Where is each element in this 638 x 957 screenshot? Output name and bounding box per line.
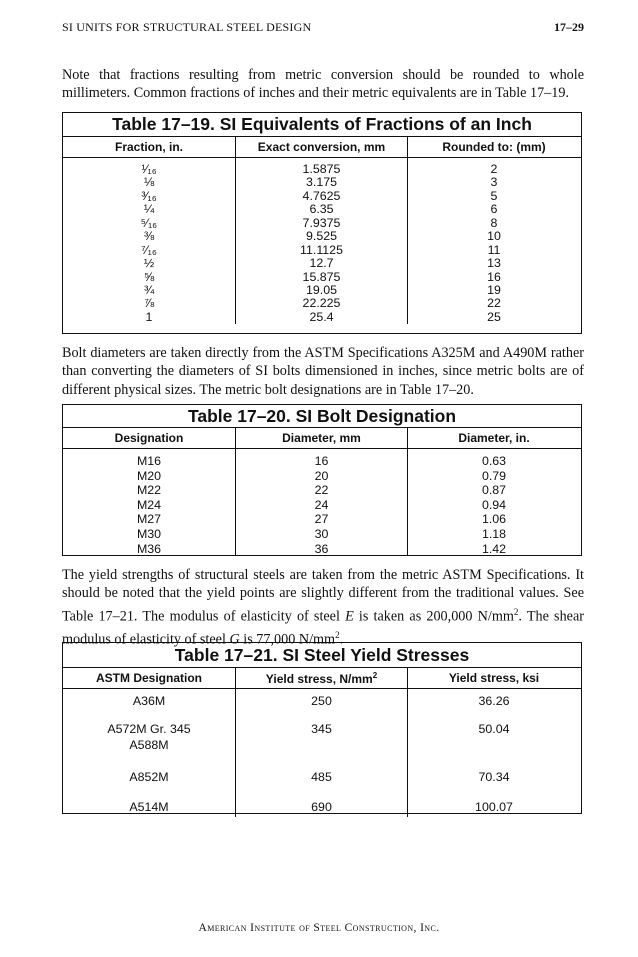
page-number: 17–29	[554, 20, 584, 34]
table-cell: 1.5875	[302, 162, 341, 176]
table-body	[63, 158, 581, 324]
table-cell: 9.525	[305, 229, 337, 244]
table-cell: ¾	[143, 282, 155, 297]
diameter-in-column	[407, 449, 580, 556]
table-cell: 0.94	[481, 497, 507, 512]
table-row	[63, 791, 581, 817]
table-cell: 11.1125	[300, 242, 343, 257]
table-cell: M22	[136, 483, 162, 498]
table-header-row	[63, 137, 581, 158]
table-17-20	[62, 404, 582, 556]
page-footer	[0, 922, 638, 934]
table-cell: 16	[314, 454, 329, 468]
table-cell: 1.18	[481, 526, 507, 541]
table-cell: 22	[487, 296, 501, 311]
table-cell: 70.34	[407, 763, 580, 791]
designation-column	[63, 449, 235, 556]
table-cell: M30	[136, 526, 162, 541]
table-cell: M24	[136, 497, 162, 512]
table-cell: 690	[235, 791, 407, 817]
paragraph-bolt-diameters: Bolt diameters are taken directly from the ASTM Specifications A325M and A490M rather than converting the diameters of SI bolts dimensioned in inches, since metric bolts are of different physical sizes. The metric bolt designations are in Table 17–20.	[62, 345, 584, 398]
table-cell: ¼	[143, 202, 155, 217]
table-cell: 50.04	[407, 721, 580, 763]
table-cell: 7.9375	[302, 215, 341, 230]
rounded-column	[407, 158, 580, 324]
table-cell: A514M	[129, 800, 169, 814]
table-cell: M20	[136, 468, 162, 483]
table-cell: 6	[490, 202, 498, 217]
running-header	[62, 20, 584, 40]
footer-text: American Institute of Steel Construction, Inc.	[198, 922, 440, 934]
text-run: is 77,000 N/mm	[239, 631, 336, 648]
table-cell: 30	[314, 526, 329, 541]
designation-text: A572M Gr. 345	[107, 722, 191, 736]
table-cell: 22	[314, 483, 329, 498]
table-cell: 13	[487, 256, 501, 271]
table-cell: 19.05	[305, 282, 337, 297]
table-cell	[63, 721, 235, 763]
table-cell: 1.42	[481, 541, 507, 556]
table-row	[63, 763, 581, 791]
table-cell: 250	[235, 689, 407, 721]
paragraph-yield-strengths	[62, 566, 584, 649]
text-run: .	[339, 631, 344, 648]
table-cell: ⁷⁄₁₆	[141, 242, 157, 257]
table-cell: 12.7	[309, 256, 334, 271]
table-cell: 100.07	[407, 791, 580, 817]
table-cell: ⁵⁄₁₆	[140, 215, 158, 230]
table-cell: 36.26	[407, 689, 580, 721]
symbol-E: E	[345, 608, 354, 625]
column-header: Designation	[114, 431, 184, 445]
table-cell: 1	[145, 309, 153, 324]
table-cell: ½	[143, 256, 155, 271]
fraction-column	[63, 158, 235, 324]
table-cell: ⅛	[143, 175, 155, 190]
superscript: 2	[335, 629, 340, 640]
table-cell: 36	[314, 541, 329, 556]
table-cell: M36	[136, 541, 162, 556]
table-cell: 27	[314, 512, 329, 527]
column-header: Fraction, in.	[114, 140, 183, 154]
table-body	[63, 449, 581, 556]
table-17-21	[62, 642, 582, 814]
table-cell: 16	[487, 269, 501, 284]
table-cell: 8	[490, 215, 498, 230]
column-header: Exact conversion, mm	[235, 137, 407, 157]
table-title: Table 17–20. SI Bolt Designation	[63, 405, 581, 428]
table-cell: 0.87	[481, 483, 507, 498]
diameter-mm-column	[235, 449, 407, 556]
table-cell: 485	[235, 763, 407, 791]
column-header: Yield stress, ksi	[407, 668, 580, 688]
table-cell: 0.63	[481, 454, 507, 468]
table-cell: 3	[490, 175, 498, 190]
table-cell: M16	[136, 454, 162, 468]
superscript: 2	[513, 606, 519, 617]
table-cell: 6.35	[309, 202, 334, 217]
table-row	[63, 689, 581, 721]
table-cell: 4.7625	[302, 188, 341, 203]
table-cell: ³⁄₁₆	[141, 188, 157, 203]
table-cell: 5	[490, 188, 498, 203]
symbol-G: G	[229, 631, 240, 648]
table-cell: 24	[314, 497, 329, 512]
column-header: Diameter, in.	[407, 428, 580, 448]
table-title: Table 17–21. SI Steel Yield Stresses	[63, 643, 581, 668]
table-cell: 11	[487, 242, 501, 257]
superscript: 2	[372, 671, 378, 680]
table-cell: ¹⁄₁₆	[141, 162, 157, 176]
column-header-text: Yield stress, N/mm	[265, 672, 373, 686]
table-cell: ⅜	[143, 229, 155, 244]
column-header: Diameter, mm	[235, 428, 407, 448]
running-title: SI UNITS FOR STRUCTURAL STEEL DESIGN	[62, 20, 312, 34]
table-cell: 22.225	[302, 296, 341, 311]
text-run: . The shear modulus of elasticity of steel	[62, 608, 584, 648]
table-cell: 15.875	[302, 269, 341, 284]
table-cell: 25	[487, 309, 501, 324]
table-cell: M27	[136, 512, 162, 527]
table-17-19	[62, 112, 582, 334]
designation-text: A588M	[129, 738, 169, 752]
column-header: ASTM Designation	[95, 671, 202, 685]
exact-conversion-column	[235, 158, 407, 324]
table-cell: A852M	[129, 770, 169, 784]
table-cell: 2	[490, 162, 498, 176]
text-run: The yield strengths of structural steels are taken from the metric ASTM Specifications. It should be noted that the yield points are slightly different from the traditional values. See Table 17–21. The modulus of elasticity of steel	[62, 567, 584, 625]
paragraph-fractions-intro: Note that fractions resulting from metric conversion should be rounded to whole millimeters. Common fractions of inches and their metric equivalents are in Table 17–19.	[62, 67, 584, 102]
table-cell: 3.175	[305, 175, 337, 190]
table-cell: 1.06	[481, 512, 507, 527]
column-header	[235, 668, 407, 688]
table-header-row	[63, 668, 581, 689]
column-header: Rounded to: (mm)	[407, 137, 580, 157]
table-cell: 10	[487, 229, 501, 244]
table-cell: 345	[235, 721, 407, 763]
table-cell: 0.79	[481, 468, 507, 483]
table-cell: 19	[487, 282, 501, 297]
designation-text: A36M	[132, 694, 166, 708]
table-header-row	[63, 428, 581, 449]
text-run: is taken as 200,000 N/mm	[353, 608, 514, 625]
table-cell: 25.4	[309, 309, 334, 324]
table-cell: ⅞	[143, 296, 155, 311]
table-title: Table 17–19. SI Equivalents of Fractions of an Inch	[63, 113, 581, 137]
table-row	[63, 721, 581, 763]
table-cell: ⅝	[143, 269, 155, 284]
table-cell	[63, 689, 235, 721]
table-cell: 20	[314, 468, 329, 483]
